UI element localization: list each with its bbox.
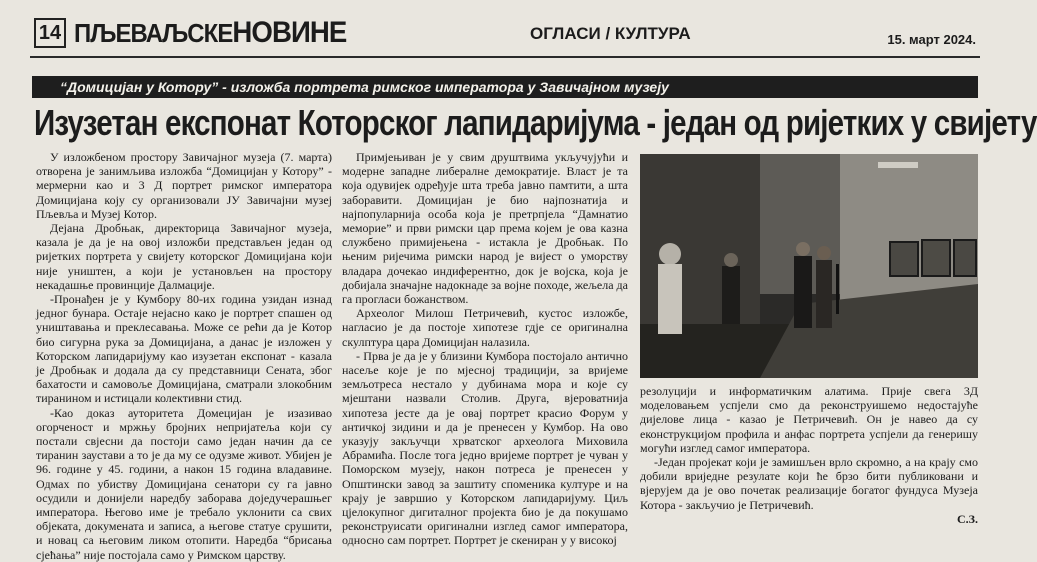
article-column-3 (640, 384, 978, 526)
masthead-part1: ПЉЕВАЉСКЕ (74, 18, 233, 48)
exhibition-photo-illustration (640, 154, 978, 378)
article-headline: Изузетан експонат Которског лапидаријума - један од ријетких у свијету (34, 102, 1037, 143)
author-signature: С.З. (957, 511, 978, 526)
section-label: ОГЛАСИ / КУЛТУРА (530, 24, 691, 43)
paragraph: -Један пројекат који је замишљен врло скромно, а на крају смо добили вриједнe резулате који ће брзо бити публиковани и вјерујем да је ово почетак реализације богатог фундуса Музеја Котора - закључио је Петричевић. (640, 455, 978, 512)
newspaper-header (30, 14, 980, 58)
paragraph: Примјењиван је у свим друштвима укључујући и модерне западне либералне демократије. Власт је та која одувијек одређује шта треба јавно памтити, а шта заборавити. Домицијан је био најпознатија и најпопуларнија особа која је претрпјела “Дамнатио меморие” и први римски цар према којем је ова казна службено примијењена - истакла је Дробњак. По њеним ријечима римски народ је вијест о уморству владара дочекао индиферентно, док је војска, која је добијала значајне надокнаде за војне походе, жељела да га прогласи божанством. (342, 150, 628, 307)
paragraph: резолуцији и информатичким алатима. Прије свега 3Д моделовањем успјели смо да реконструишемо недостајуће дијелове лица - казао је Петричевић. Он је навео да су еконструкцијом профила и анфас портрета успјели да генеришу могући изглед самог императора. (640, 384, 978, 455)
article-column-1 (36, 150, 332, 562)
masthead (74, 16, 346, 50)
paragraph: Археолог Милош Петричевић, кустос изложбе, нагласио је да постоје хипотезе гдје се оригинална скулптура цара Домицијан налазила. (342, 306, 628, 349)
header-rule (30, 56, 980, 58)
article-kicker: “Домицијан у Котору” - изложба портрета римског императора у Завичајном музеју (32, 76, 978, 98)
article-column-2 (342, 150, 628, 548)
masthead-part2: НОВИНЕ (232, 16, 347, 49)
paragraph: -Пронађен је у Кумбору 80-их година узидан изнад једног бунара. Остаје нејасно како је портрет спашен од уништавања и преклесавања. Може се рећи да је Котор био сигурна рука за Домицијана, а данас је изложен у Которском лапидаријуму као изузетан експонат - казала је Дробњак и додала да су представници Сената, због бахатости и самовоље Домицијана, сматрали злокобним тиранином и истицали колективни стид. (36, 292, 332, 406)
paragraph: - Прва је да је у близини Кумбора постојало антично насеље које је по мјесној традицији, за вријеме земљотреса нестало у дубинама мора и које су мјештани назвали Столив. Друга, вјероватнија хипотеза јесте да је овај портрет красио Форум у античкој зидини и да је пренесен у Кумбор. На ово указују закључци хрватског археолога Миховила Абрамића. После тога једно вријеме портрет је чуван у Поморском музеју, након потреса је пренесен у Општински завод за заштиту споменика културе и на крају је завршио у Которском лапидаријуму. Циљ цјелокупног дигиталног пројекта био је да покушамо реконструисати оригинални изглед самог императора, односно сам портрет. Портрет је скениран у у високој (342, 348, 628, 548)
paragraph: -Као доказ ауторитета Домецијан је изазивао огорченост и мржњу бројних непријатеља који су постали свјесни да постоји само један начин да се тиранин заустави а то је да му се одузме живот. Убијен је 96. године у 45. години, а након 15 година владавине. Одмах по убиству Домицијана сенатори су га јавно осудили и донијели наредбу заборава доједучерашњег императора. Његово име је требало уклонити са свих објеката, докумената и записа, а његове статуе срушити, и новац са његовим ликом отопити. Наредба “брисања сјећања” није постојала само у Римском царству. (36, 405, 332, 562)
page-number: 14 (34, 18, 66, 48)
paragraph: У изложбеном простору Завичајног музеја (7. марта) отворена је занимљива изложба “Домицијан у Котору” - мермерни као и 3 Д портрет римског императора Домицијана коју су организовали ЈУ Завичајни музеј Пљевља и Музеј Котор. (36, 150, 332, 221)
exhibition-photo (640, 154, 978, 378)
paragraph: Дејана Дробњак, директорица Завичајног музеја, казала је да је на овој изложби представљен један од ријетких портрета у свијету которског Домицијана који није уништен, а који је установљен на простору некадашње провинције Далмације. (36, 221, 332, 292)
issue-date: 15. март 2024. (887, 32, 976, 47)
